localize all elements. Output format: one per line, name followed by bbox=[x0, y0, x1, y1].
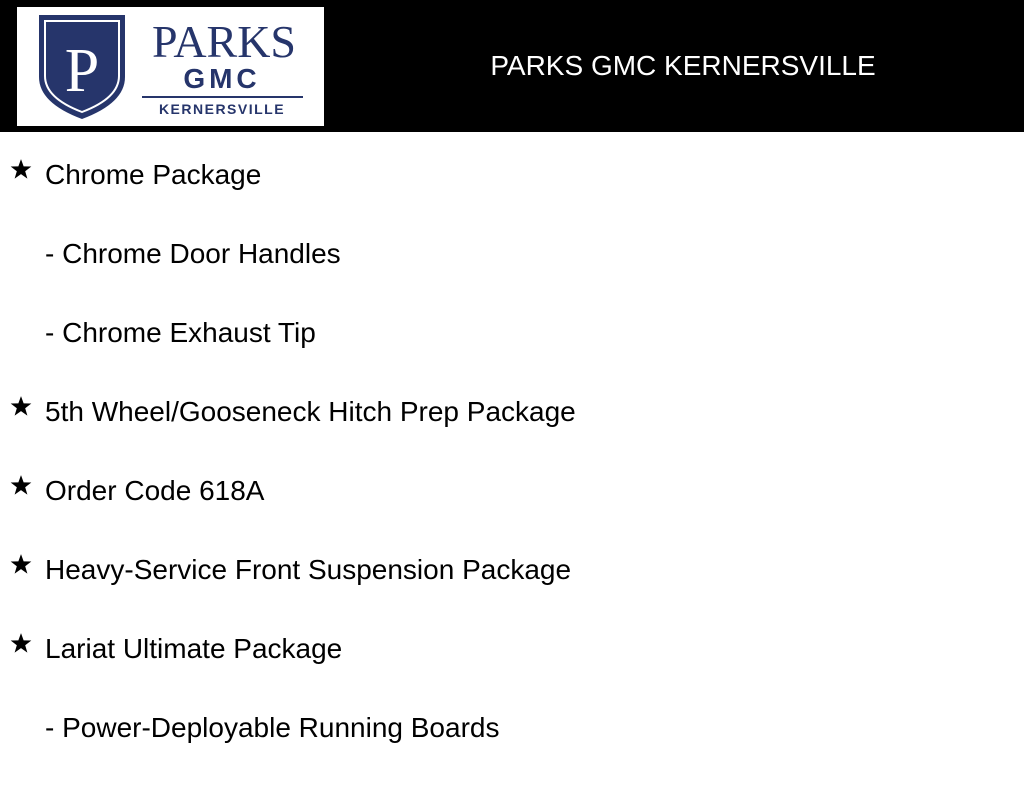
feature-item bbox=[0, 553, 1024, 632]
star-bullet-icon bbox=[10, 474, 32, 496]
star-bullet-icon bbox=[10, 395, 32, 417]
star-bullet-icon bbox=[10, 553, 32, 575]
feature-text: Lariat Ultimate Package bbox=[45, 633, 343, 664]
feature-item bbox=[0, 632, 1024, 711]
feature-item bbox=[0, 237, 1024, 316]
star-bullet-icon bbox=[10, 632, 32, 654]
feature-text: - Chrome Door Handles bbox=[45, 238, 341, 269]
logo-line2: GMC bbox=[183, 63, 261, 94]
feature-text: - Power-Deployable Running Boards bbox=[45, 712, 500, 743]
feature-text: 5th Wheel/Gooseneck Hitch Prep Package bbox=[45, 396, 576, 427]
header-bar bbox=[0, 0, 1024, 132]
feature-text: - Chrome Exhaust Tip bbox=[45, 317, 316, 348]
logo-line1: PARKS bbox=[151, 16, 297, 67]
dealer-title: PARKS GMC KERNERSVILLE bbox=[490, 50, 876, 81]
feature-item bbox=[0, 158, 1024, 237]
feature-item bbox=[0, 395, 1024, 474]
feature-item bbox=[0, 711, 1024, 790]
dealer-logo bbox=[17, 7, 324, 126]
feature-text: Chrome Package bbox=[45, 159, 262, 190]
feature-item bbox=[0, 316, 1024, 395]
logo-line3: KERNERSVILLE bbox=[158, 101, 286, 117]
star-bullet-icon bbox=[10, 158, 32, 180]
feature-item bbox=[0, 474, 1024, 553]
feature-text: Heavy-Service Front Suspension Package bbox=[45, 554, 572, 585]
feature-text: Order Code 618A bbox=[45, 475, 265, 506]
logo-shield-letter: P bbox=[64, 37, 100, 105]
shield-logo-icon bbox=[17, 7, 324, 126]
